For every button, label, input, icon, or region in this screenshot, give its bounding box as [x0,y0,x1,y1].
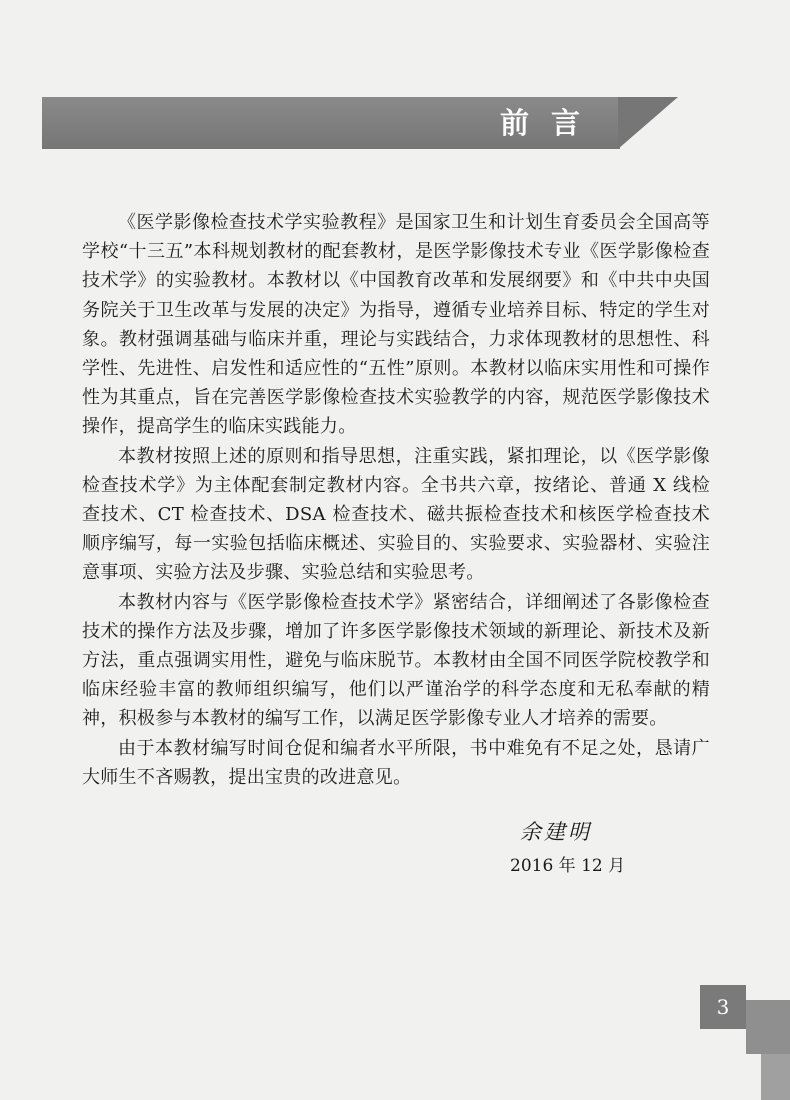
preface-body [82,208,710,792]
paragraph-2: 本教材按照上述的原则和指导思想，注重实践，紧扣理论，以《医学影像检查技术学》为主体配套制定教材内容。全书共六章，按绪论、普通 X 线检查技术、CT 检查技术、DSA 检查技术、磁共振检查技术和核医学检查技术顺序编写，每一实验包括临床概述、实验目的、实验要求、实验器材、实验注意事项、实验方法及步骤、实验总结和实验思考。 [82,445,710,584]
page-tab-step-lower [761,1054,790,1100]
signature-date: 2016 年 12 月 [510,856,626,876]
paragraph-3: 本教材内容与《医学影像检查技术学》紧密结合，详细阐述了各影像检查技术的操作方法及步骤，增加了许多医学影像技术领域的新理论、新技术及新方法，重点强调实用性，避免与临床脱节。本教材由全国不同医学院校教学和临床经验丰富的教师组织编写，他们以严谨治学的科学态度和无私奉献的精神，积极参与本教材的编写工作，以满足医学影像专业人才培养的需要。 [82,591,710,730]
paragraph-1: 《医学影像检查技术学实验教程》是国家卫生和计划生育委员会全国高等学校“十三五”本科规划教材的配套教材，是医学影像技术专业《医学影像检查技术学》的实验教材。本教材以《中国教育改革和发展纲要》和《中共中央国务院关于卫生改革与发展的决定》为指导，遵循专业培养目标、特定的学生对象。教材强调基础与临床并重，理论与实践结合，力求体现教材的思想性、科学性、先进性、启发性和适应性的“五性”原则。本教材以临床实用性和可操作性为其重点，旨在完善医学影像检查技术实验教学的内容，规范医学影像技术操作，提高学生的临床实践能力。 [82,212,710,438]
header-band-tip [618,97,678,149]
author-signature: 余建明 [520,820,592,844]
page-tab-step [746,1000,790,1054]
page-number: 3 [700,985,746,1029]
section-title: 前言 [500,106,603,140]
paragraph-4: 由于本教材编写时间仓促和编者水平所限，书中难免有不足之处，恳请广大师生不吝赐教，提出宝贵的改进意见。 [82,737,710,788]
